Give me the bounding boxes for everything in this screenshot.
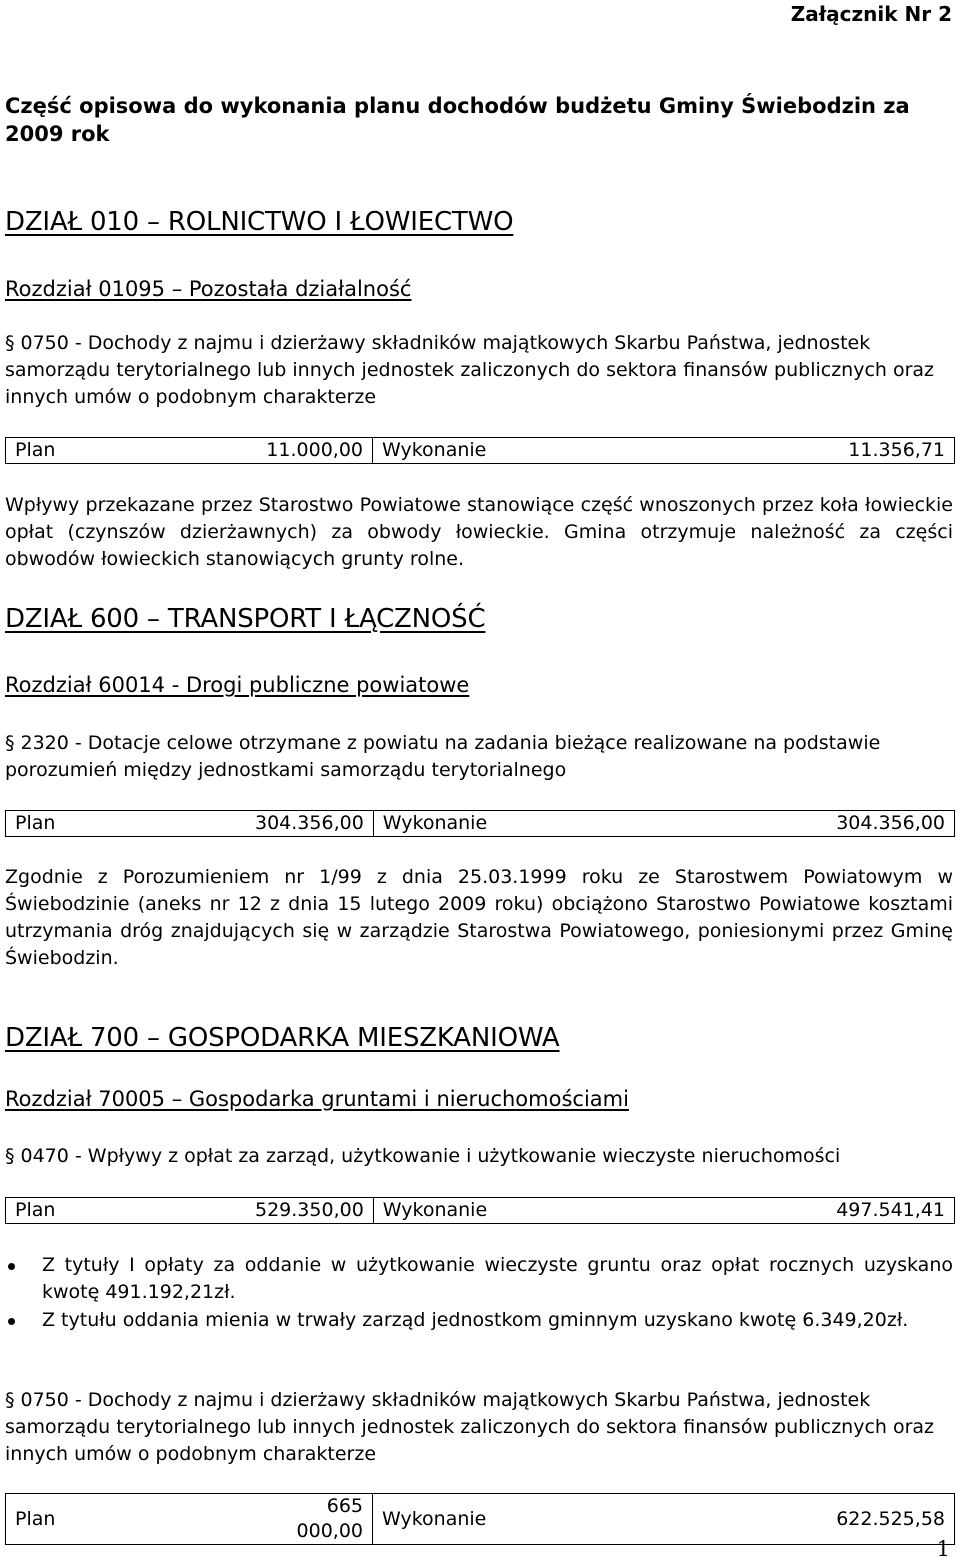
section-heading-010: DZIAŁ 010 – ROLNICTWO I ŁOWIECTWO xyxy=(5,207,514,237)
paragraph-symbol: § xyxy=(5,1389,15,1411)
list-item: Z tytuły I opłaty za oddanie w użytkowanie wieczyste gruntu oraz opłat rocznych uzyskano kwotę 491.192,21zł. xyxy=(5,1252,953,1306)
plan-table-010 xyxy=(5,437,955,464)
paragraph-text: 2320 - Dotacje celowe otrzymane z powiatu na zadania bieżące realizowane na podstawie porozumień między jednostkami samorządu terytorialnego xyxy=(5,732,881,781)
paragraph-text: 0750 - Dochody z najmu i dzierżawy składników majątkowych Skarbu Państwa, jednostek samorządu terytorialnego lub innych jednostek zaliczonych do sektora finansów publicznych oraz innych umów o podobnym charakterze xyxy=(5,1389,935,1465)
plan-table-0470 xyxy=(5,1197,955,1224)
bullet-icon xyxy=(8,1263,15,1270)
plan-label: Plan xyxy=(6,811,247,837)
paragraph-symbol: § xyxy=(5,332,15,354)
document-title: Część opisowa do wykonania planu dochodów budżetu Gminy Świebodzin za 2009 rok xyxy=(5,94,910,146)
paragraph-symbol: § xyxy=(5,1145,15,1167)
wykonanie-value: 497.541,41 xyxy=(592,1198,955,1224)
plan-value: 529.350,00 xyxy=(246,1198,373,1224)
wykonanie-label: Wykonanie xyxy=(373,1198,592,1224)
plan-value: 665 000,00 xyxy=(246,1494,373,1545)
chapter-heading-60014: Rozdział 60014 - Drogi publiczne powiatowe xyxy=(5,673,470,697)
page-number: 1 xyxy=(936,1537,950,1561)
wykonanie-label: Wykonanie xyxy=(373,1494,592,1545)
plan-value: 304.356,00 xyxy=(246,811,373,837)
wykonanie-value: 11.356,71 xyxy=(591,438,955,464)
paragraph-text: 0750 - Dochody z najmu i dzierżawy składników majątkowych Skarbu Państwa, jednostek samorządu terytorialnego lub innych jednostek zaliczonych do sektora finansów publicznych oraz innych umów o podobnym charakterze xyxy=(5,332,935,408)
plan-value: 11.000,00 xyxy=(246,438,373,464)
section-heading-700: DZIAŁ 700 – GOSPODARKA MIESZKANIOWA xyxy=(5,1023,560,1053)
paragraph-symbol: § xyxy=(5,732,15,754)
plan-table-0750 xyxy=(5,1493,955,1545)
wykonanie-label: Wykonanie xyxy=(373,811,592,837)
note-010: Wpływy przekazane przez Starostwo Powiatowe stanowiące część wnoszonych przez koła łowieckie opłat (czynszów dzierżawnych) za obwody łowieckie. Gmina otrzymuje należność za części obwodów łowieckich stanowiących grunty rolne. xyxy=(5,494,953,570)
plan-label: Plan xyxy=(6,1198,247,1224)
plan-label: Plan xyxy=(6,438,247,464)
bullet-list-0470 xyxy=(5,1252,953,1335)
paragraph-0470 xyxy=(5,1143,953,1170)
wykonanie-label: Wykonanie xyxy=(373,438,592,464)
bullet-icon xyxy=(8,1318,15,1325)
paragraph-2320 xyxy=(5,730,953,784)
note-600: Zgodnie z Porozumieniem nr 1/99 z dnia 25.03.1999 roku ze Starostwem Powiatowym w Świebodzinie (aneks nr 12 z dnia 15 lutego 2009 roku) obciążono Starostwo Powiatowe kosztami utrzymania dróg znajdujących się w zarządzie Starostwa Powiatowego, poniesionymi przez Gminę Świebodzin. xyxy=(5,866,953,969)
plan-label: Plan xyxy=(6,1494,247,1545)
plan-table-600 xyxy=(5,810,955,837)
paragraph-text: 0470 - Wpływy z opłat za zarząd, użytkowanie i użytkowanie wieczyste nieruchomości xyxy=(20,1145,841,1167)
list-item: Z tytułu oddania mienia w trwały zarząd jednostkom gminnym uzyskano kwotę 6.349,20zł. xyxy=(5,1307,953,1334)
paragraph-0750-010 xyxy=(5,330,953,411)
wykonanie-value: 304.356,00 xyxy=(592,811,955,837)
chapter-heading-70005: Rozdział 70005 – Gospodarka gruntami i nieruchomościami xyxy=(5,1087,629,1111)
paragraph-0750-700 xyxy=(5,1387,953,1468)
section-heading-600: DZIAŁ 600 – TRANSPORT I ŁĄCZNOŚĆ xyxy=(5,604,486,634)
annex-label: Załącznik Nr 2 xyxy=(790,2,952,26)
chapter-heading-01095: Rozdział 01095 – Pozostała działalność xyxy=(5,277,412,301)
wykonanie-value: 622.525,58 xyxy=(591,1494,955,1545)
